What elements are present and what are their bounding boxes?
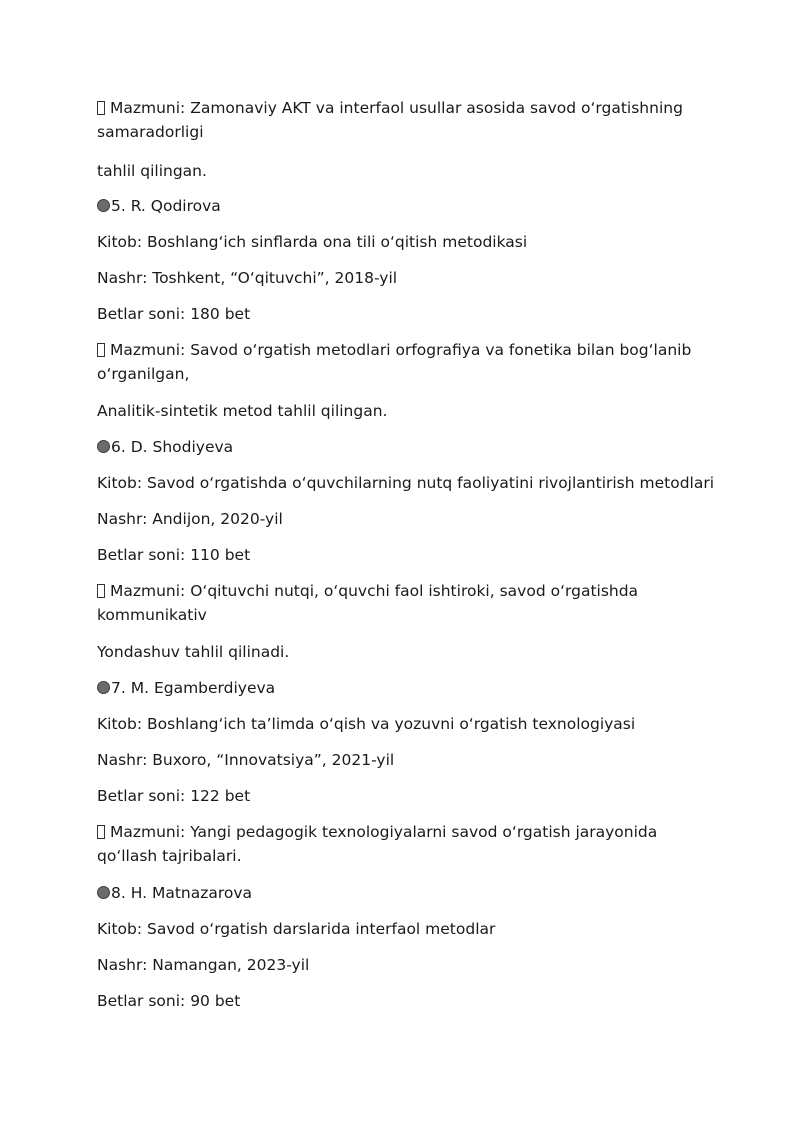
summary-text: Mazmuni: Savod o‘rgatish metodlari orfografiya va fonetika bilan bog‘lanib o‘rganilgan, bbox=[97, 341, 692, 383]
publication-line: Nashr: Buxoro, “Innovatsiya”, 2021-yil bbox=[97, 751, 395, 769]
summary-text: Mazmuni: Yangi pedagogik texnologiyalarni savod o‘rgatish jarayonida qo‘llash tajribalari. bbox=[97, 823, 658, 865]
summary-line bbox=[97, 96, 697, 144]
author-text: 5. R. Qodirova bbox=[111, 197, 221, 215]
publication-line: Nashr: Namangan, 2023-yil bbox=[97, 956, 310, 974]
summary-text: Mazmuni: O‘qituvchi nutqi, o‘quvchi faol ishtiroki, savod o‘rgatishda kommunikativ bbox=[97, 582, 639, 624]
bullet-circle-icon bbox=[97, 681, 110, 694]
bullet-circle-icon bbox=[97, 440, 110, 453]
author-text: 7. M. Egamberdiyeva bbox=[111, 679, 276, 697]
summary-text: Mazmuni: Zamonaviy AKT va interfaol usullar asosida savod o‘rgatishning samaradorligi bbox=[97, 99, 683, 141]
book-title-line: Kitob: Savod o‘rgatish darslarida interfaol metodlar bbox=[97, 920, 496, 938]
author-heading bbox=[97, 435, 717, 459]
author-heading bbox=[97, 194, 717, 218]
author-heading bbox=[97, 881, 717, 905]
summary-line bbox=[97, 579, 697, 627]
book-title-line: Kitob: Savod o‘rgatishda o‘quvchilarning nutq faoliyatini rivojlantirish metodlari bbox=[97, 474, 715, 492]
book-title-line: Kitob: Boshlang‘ich sinflarda ona tili o‘qitish metodikasi bbox=[97, 233, 528, 251]
missing-glyph-icon bbox=[97, 825, 105, 839]
text-line: Yondashuv tahlil qilinadi. bbox=[97, 643, 290, 661]
missing-glyph-icon bbox=[97, 101, 105, 115]
author-text: 8. H. Matnazarova bbox=[111, 884, 253, 902]
missing-glyph-icon bbox=[97, 584, 105, 598]
page-count-line: Betlar soni: 90 bet bbox=[97, 992, 241, 1010]
publication-line: Nashr: Andijon, 2020-yil bbox=[97, 510, 283, 528]
missing-glyph-icon bbox=[97, 343, 105, 357]
page-count-line: Betlar soni: 110 bet bbox=[97, 546, 251, 564]
summary-line bbox=[97, 338, 697, 386]
page-count-line: Betlar soni: 122 bet bbox=[97, 787, 251, 805]
page-count-line: Betlar soni: 180 bet bbox=[97, 305, 251, 323]
book-title-line: Kitob: Boshlang‘ich ta’limda o‘qish va yozuvni o‘rgatish texnologiyasi bbox=[97, 715, 636, 733]
text-line: Analitik-sintetik metod tahlil qilingan. bbox=[97, 402, 388, 420]
summary-line bbox=[97, 820, 697, 868]
bullet-circle-icon bbox=[97, 886, 110, 899]
author-text: 6. D. Shodiyeva bbox=[111, 438, 234, 456]
text-line: tahlil qilingan. bbox=[97, 162, 207, 180]
publication-line: Nashr: Toshkent, “O‘qituvchi”, 2018-yil bbox=[97, 269, 398, 287]
author-heading bbox=[97, 676, 717, 700]
bullet-circle-icon bbox=[97, 199, 110, 212]
